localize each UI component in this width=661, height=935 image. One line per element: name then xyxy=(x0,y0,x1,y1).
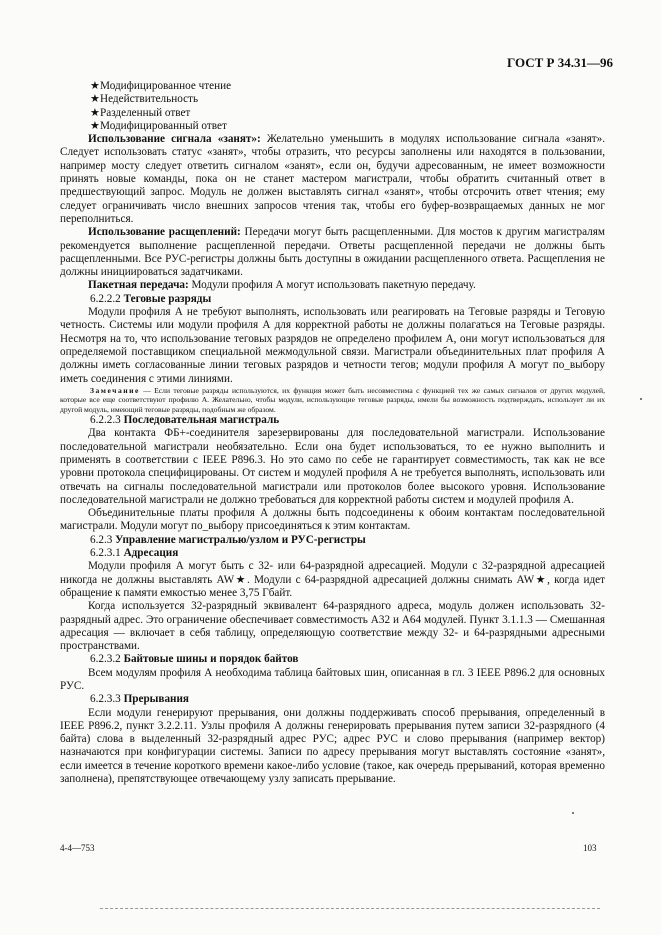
document-id: ГОСТ Р 34.31—96 xyxy=(507,55,613,70)
section-title: Последовательная магистраль xyxy=(123,414,280,427)
section-heading-6233 xyxy=(60,693,605,706)
paragraph-busy xyxy=(60,133,605,226)
section-number: 6.2.3.1 xyxy=(90,547,121,560)
section-title: Управление магистралью/узлом и РУС-регистры xyxy=(115,533,366,546)
paragraph-split xyxy=(60,226,605,279)
paragraph-addressing-2: Когда используется 32-разрядный эквивалент 64-разрядного адреса, модуль должен использовать 32-разрядный адрес. Это ограничение обеспечивает совместимость А32 и А64 модулей. Пункт 3.1.1.3 — Смешанная адресация — включает в себя таблицу, определяющую соответствие между 32- и 64-разрядными адресными пространствами. xyxy=(60,600,605,653)
section-number: 6.2.3 xyxy=(90,533,113,546)
section-heading-6232 xyxy=(60,653,605,666)
run-in-heading: Использование сигнала «занят»: xyxy=(88,133,261,146)
paragraph-text: Передачи могут быть расщепленными. Для мостов к другим магистралям рекомендуется выполнение расщепленной передачи. Ответы расщепленной передачи не должны быть расщепленными. Все РУС-регистры должны быть доступны в ожидании расщепленного ответа. Расщепления не должны инициироваться задатчиками. xyxy=(60,226,605,279)
section-title: Адресация xyxy=(123,547,179,560)
section-number: 6.2.2.3 xyxy=(90,414,121,427)
paragraph-tag: Модули профиля А не требуют выполнять, использовать или реагировать на Теговые разряды и Теговую четность. Системы или модули профиля А для корректной работы не должны полагаться на Теговые разряды. Несмотря на то, что использование теговых разрядов не определено профилем А, они могут использоваться для определяемой поставщиком специальной межмодульной связи. Магистрали объединительных плат профиля А должны иметь согласованные линии теговых разрядов и четности тегов; модули профиля А могут по_выбору иметь соединения с этими линиями. xyxy=(60,306,605,385)
section-heading-623 xyxy=(60,534,605,547)
print-code: 4-4—753 xyxy=(60,843,95,853)
paragraph-interrupts: Если модули генерируют прерывания, они должны поддерживать способ прерывания, определенный в IEEE P896.2, пункт 3.2.2.11. Узлы профиля А должны генерировать прерывания путем записи 32-разрядного (4 байта) слова в выделенный 32-разрядный адрес РУС; адрес РУС и слово прерывания (например вектор) назначаются при конфигурации системы. Записи по адресу прерывания могут выставлять состояние «занят», если имеется в течение короткого времени какое-либо условие (такое, как очередь прерываний, которая временно заполнена), препятствующее отвечающему узлу записать прерывание. xyxy=(60,706,605,786)
paragraph-text: Модули профиля А могут использовать пакетную передачу. xyxy=(188,279,476,292)
paragraph-bytes: Всем модулям профиля А необходима таблица байтовых шин, описанная в гл. 3 IEEE P896.2 для основных РУС. xyxy=(60,666,605,692)
section-heading-6231 xyxy=(60,547,605,560)
bullet-item: ★Разделенный ответ xyxy=(90,106,191,119)
scan-artifact-line xyxy=(100,908,600,909)
section-title: Теговые разряды xyxy=(123,292,212,305)
section-number: 6.2.2.2 xyxy=(90,292,121,305)
paragraph-packet xyxy=(60,279,605,292)
section-number: 6.2.3.3 xyxy=(90,693,121,706)
note-text: — Если теговые разряды используются, их функция может быть несовместима с функцией тех же самых сигналов от других модулей, которые все еще соответствуют профилю А. Желательно, чтобы модули, использующие теговые разряды, имели бы возможность подтверждать, использует ли их другой модуль, имеющий теговые разряды, подобным же образом. xyxy=(60,385,605,414)
section-heading-6223 xyxy=(60,414,605,427)
paragraph-text: Желательно уменьшить в модулях использование сигнала «занят». Следует использовать статус «занят», чтобы отразить, что ресурсы заполнены или находятся в пользовании, например мосту следует ответить сигналом «занят», если он, будучи адресованным, не имеет возможности принять новые команды, пока он не станет мастером магистрали, чтобы обратить считанный ответ в предшествующий запрос. Модуль не должен выставлять сигнал «занят», чтобы отсрочить ответ чтения; ему следует ограничивать число внешних запросов чтения так, чтобы его буфер-возвращаемых данных не мог переполниться. xyxy=(60,133,606,225)
run-in-heading: Пакетная передача: xyxy=(88,279,189,292)
page-body xyxy=(60,80,605,786)
paragraph-serial-2: Объединительные платы профиля А должны быть подсоединены к обоим контактам последовательной магистрали. Модули могут по_выбору присоединяться к этим контактам. xyxy=(60,507,605,533)
run-in-heading: Использование расщеплений: xyxy=(88,226,241,239)
note xyxy=(60,386,605,414)
bullet-item: ★Модифицированное чтение xyxy=(90,80,232,92)
section-title: Прерывания xyxy=(123,693,189,706)
bullet-item: ★Недействительность xyxy=(90,93,199,106)
section-title: Байтовые шины и порядок байтов xyxy=(123,653,299,666)
scan-speck xyxy=(640,398,642,400)
section-heading-6222 xyxy=(60,293,605,306)
section-number: 6.2.3.2 xyxy=(90,653,121,666)
note-label: Замечание xyxy=(90,385,140,395)
scan-speck xyxy=(572,812,574,814)
paragraph-serial-1: Два контакта ФБ+-соединителя зарезервированы для последовательной магистрали. Использование последовательной магистрали необязательно. Если она будет использоваться, то ее нужно выполнить и применять в соответствии с IEEE P896.3. Но это само по себе не гарантирует совместимость, так как не все уровни протокола специфицированы. От систем и модулей профиля А не требуется выполнять, использовать или отвечать на сигналы последовательной магистрали или протоколов более высокого уровня. Использование последовательной магистрали не должно требоваться для корректной работы систем и модулей профиля А. xyxy=(60,427,605,506)
page-number: 103 xyxy=(583,843,597,853)
bullet-item: ★Модифицированный ответ xyxy=(90,119,227,132)
paragraph-addressing-1: Модули профиля А могут быть с 32- или 64-разрядной адресацией. Модули с 32-разрядной адресацией никогда не должны выставлять AW★. Модули с 64-разрядной адресацией должны снимать AW★, когда идет обращение к памяти емкостью менее 3,75 Гбайт. xyxy=(60,560,605,599)
